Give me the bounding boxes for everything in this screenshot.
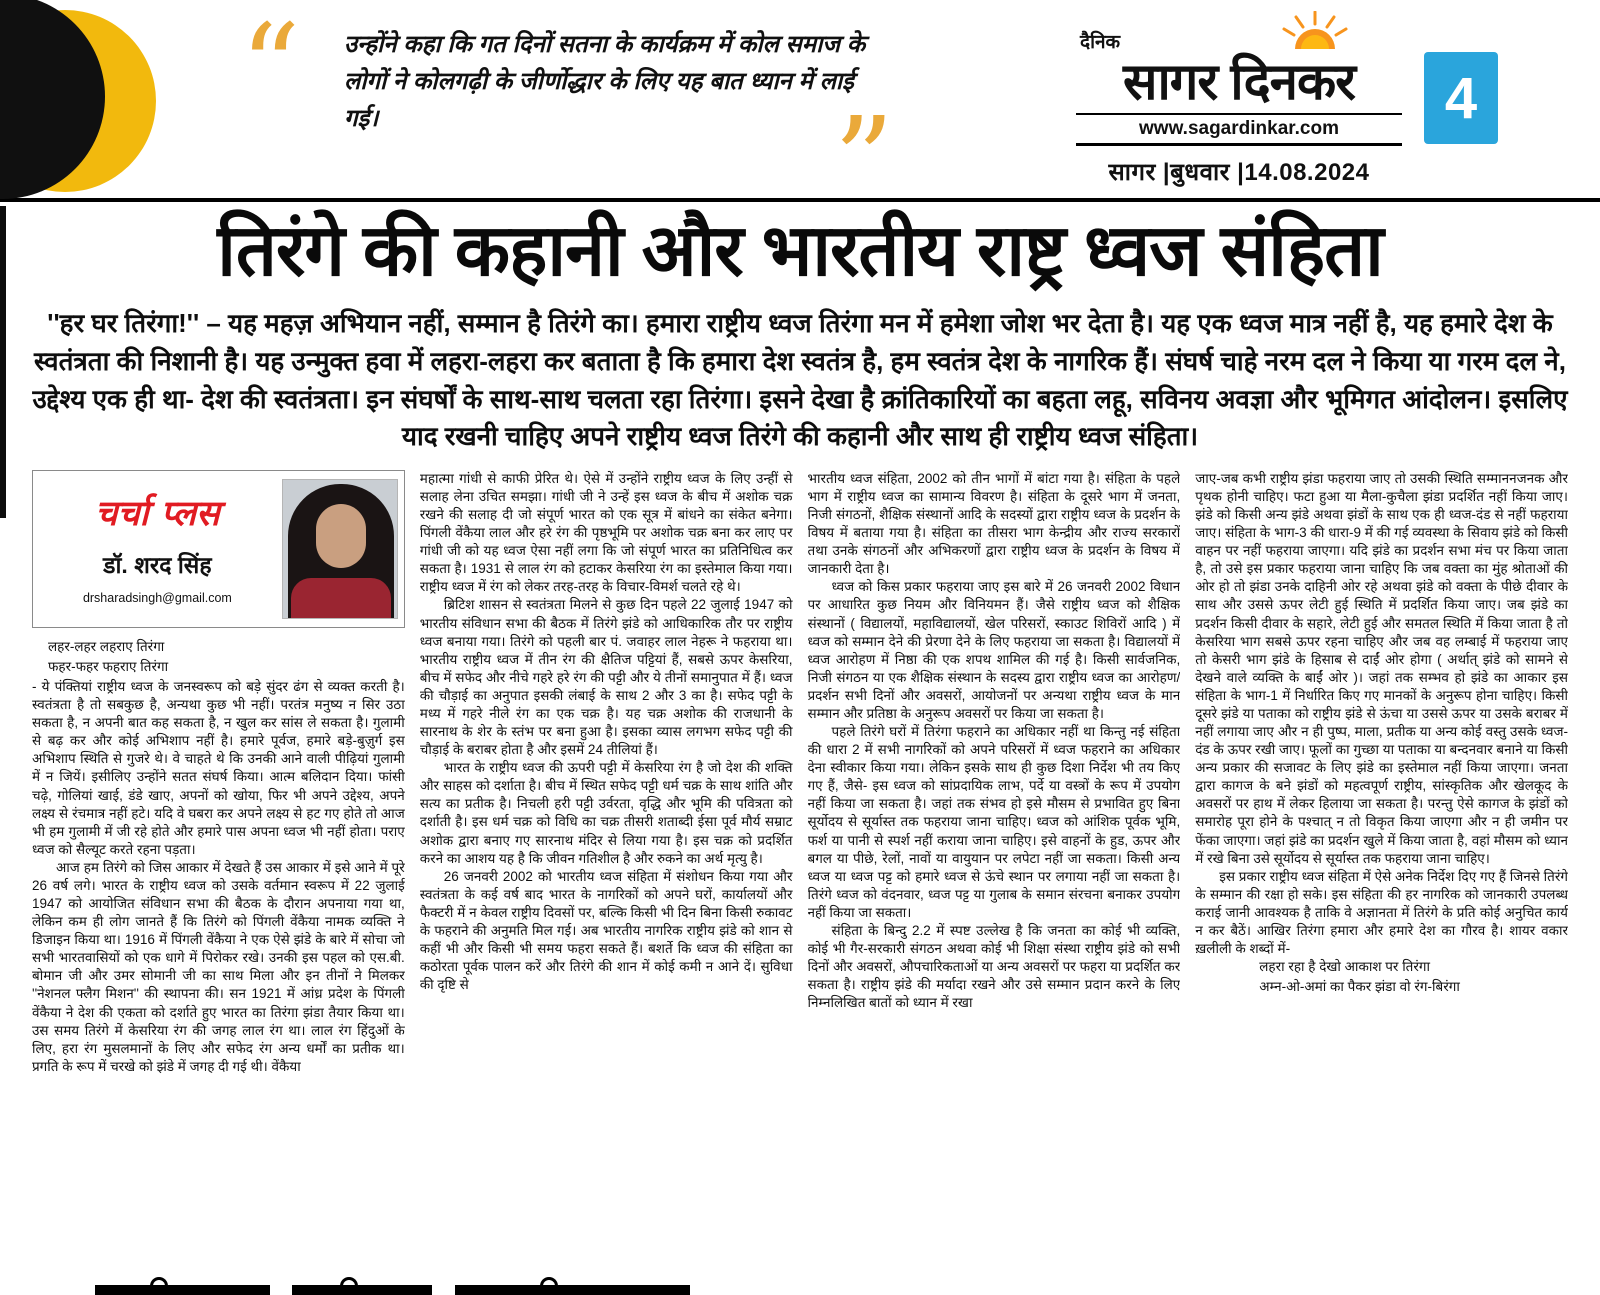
paragraph: भारतीय ध्वज संहिता, 2002 को तीन भागों में बांटा गया है। संहिता के पहले भाग में राष्ट्रीय ध्वज का सामान्य विवरण है। संहिता के दूसरे भाग में जनता, निजी संगठनों, शैक्षिक संस्थानों आदि के सदस्यों द्वारा राष्ट्रीय ध्वज के प्रदर्शन के विषय में बताया गया है। संहिता का तीसरा भाग केन्द्रीय और राज्य सरकारों तथा उनके संगठनों और अभिकरणों द्वारा राष्ट्रीय ध्वज के प्रदर्शन के विषय में जानकारी देता है। — [807, 470, 1181, 577]
cutoff-stroke — [95, 1285, 270, 1295]
poem-line: लहर-लहर लहराए तिरंगा — [48, 638, 165, 654]
paragraph: भारत के राष्ट्रीय ध्वज की ऊपरी पट्टी में केसरिया रंग है जो देश की शक्ति और साहस को दर्शाता है। बीच में स्थित सफेद पट्टी धर्म चक्र के साथ शांति और सत्य का प्रतीक है। निचली हरी पट्टी उर्वरता, वृद्धि और भूमि की पवित्रता को दर्शाती है। इस धर्म चक्र को विधि का चक्र तीसरी शताब्दी ईसा पूर्व मौर्य सम्राट अशोक द्वारा बनाए गए सारनाथ मंदिर से लिया गया है। इस चक्र को प्रदर्शित करने का आशय यह है कि जीवन गतिशील है और रुकने का अर्थ मृत्यु है। — [419, 760, 793, 866]
column-2 — [420, 470, 793, 1222]
poem-line: अम्न-ओ-अमां का पैकर झंडा वो रंग-बिरंगा — [1259, 979, 1460, 995]
column-3 — [808, 470, 1181, 1222]
paragraph: 26 जनवरी 2002 को भारतीय ध्वज संहिता में संशोधन किया गया और स्वतंत्रता के कई वर्ष बाद भारत के नागरिकों को अपने घरों, कार्यालयों और फैक्टरी में न केवल राष्ट्रीय दिवसों पर, बल्कि किसी भी दिन बिना किसी रुकावट के फहराने की अनुमति मिल गई। अब भारतीय नागरिक राष्ट्रीय झंडे को शान से कहीं भी और किसी भी समय फहरा सकते हैं। बशर्ते कि ध्वज की संहिता का कठोरता पूर्वक पालन करें और तिरंगे की शान में कोई कमी न आने दें। सुविधा की दृष्टि से — [419, 868, 793, 993]
article-body — [0, 470, 1600, 1222]
open-quote-icon: “ — [240, 0, 301, 136]
column-4 — [1195, 470, 1568, 1222]
poem-line: लहरा रहा है देखो आकाश पर तिरंगा — [1259, 959, 1430, 975]
masthead — [1076, 14, 1402, 188]
author-photo — [282, 479, 398, 619]
cutoff-next-headline — [0, 1277, 1600, 1295]
cutoff-glyph-top — [540, 1277, 558, 1287]
paragraph: आज हम तिरंगे को जिस आकार में देखते हैं उस आकार में इसे आने में पूरे 26 वर्ष लगे। भारत के राष्ट्रीय ध्वज को उसके वर्तमान स्वरूप में 22 जुलाई 1947 को आयोजित संविधान सभा की बैठक के दौरान अपनाया गया था, लेकिन कम ही लोग जानते हैं कि तिरंगे को पिंगली वेंकैया नामक व्यक्ति ने डिजाइन किया था। 1916 में पिंगली वेंकैया ने एक ऐसे झंडे के बारे में सोचा जो सभी भारतवासियों को एक धागे में पिरोकर रखे। उनकी इस पहल को एस.बी. बोमान जी और उमर सोमानी जी का साथ मिला और इन तीनों ने मिलकर ''नेशनल फ्लैग मिशन'' की स्थापना की। सन 1921 में आंध्र प्रदेश के पिंगली वेंकैया ने देश की एकता को दर्शाते हुए भारत का तिरंगा झंडा तैयार किया था। उस समय तिरंगे में केसरिया रंग की जगह लाल रंग था। लाल रंग हिंदुओं के लिए, हरा रंग मुसलमानों के लिए और सफेद रंग अन्य धर्मों का प्रतीक था। प्रगति के रूप में चरखे को झंडे में जगह दी गई थी। वेंकैया — [32, 859, 405, 1074]
photo-face-shape — [316, 504, 366, 568]
page-number-badge: 4 — [1424, 52, 1498, 144]
article-headline: तिरंगे की कहानी और भारतीय राष्ट्र ध्वज संहिता — [217, 211, 1383, 291]
close-quote-icon: ” — [833, 90, 894, 229]
column-1 — [32, 470, 405, 1222]
masthead-tagline: दैनिक — [1080, 32, 1121, 53]
author-email: drsharadsingh@gmail.com — [82, 590, 232, 605]
cutoff-stroke — [455, 1285, 690, 1295]
page-header — [0, 0, 1600, 229]
masthead-title: सागर दिनकर — [1122, 53, 1356, 110]
poem-line: फहर-फहर फहराए तिरंगा — [48, 659, 169, 675]
left-margin-rule — [0, 206, 6, 518]
author-name: डॉ. शरद सिंह — [103, 552, 212, 579]
paragraph: - ये पंक्तियां राष्ट्रीय ध्वज के जनस्वरूप को बड़े सुंदर ढंग से व्यक्त करती है। स्वतंत्रता है तो सबकुछ है, अन्यथा कुछ भी नहीं। परतंत्र मनुष्य न सिर उठा सकता है, न अपनी बात कह सकता है, न खुल कर सांस ले सकता है। गुलामी से बढ़ कर और कोई अभिशाप नहीं है। हमारे पूर्वज, हमारे बड़े-बुज़ुर्ग इस अभिशाप स्थिति से गुजरे थे। वे चाहते थे कि उनकी आने वाली पीढ़ियां गुलामी में न जियें। इसीलिए उन्होंने सतत संघर्ष किया। आत्म बलिदान दिया। फांसी चढ़े, गोलियां खाई, डंडे खाए, अपनों को खोया, फिर भी अपने उद्देश्य, अपने लक्ष्य से रंचमात्र नहीं हटे। यदि वे घबरा कर अपने लक्ष्य से हट गए होते तो आज भी हम गुलामी में जी रहे होते और हमारे पास अपना ध्वज भी नहीं होता। पराए ध्वज को सैल्यूट करते रहना पड़ता। — [32, 679, 405, 857]
masthead-website: www.sagardinkar.com — [1076, 113, 1402, 146]
cutoff-glyph-top — [340, 1277, 358, 1287]
pull-quote-text: उन्होंने कहा कि गत दिनों सतना के कार्यक्रम में कोल समाज के लोगों ने कोलगढ़ी के जीर्णोद्धार के लिए यह बात ध्यान में लाई गई। — [344, 31, 866, 133]
masthead-top-row — [1076, 14, 1402, 54]
cutoff-glyph-top — [150, 1277, 168, 1287]
paragraph: पहले तिरंगे घरों में तिरंगा फहराने का अधिकार नहीं था किन्तु नई संहिता की धारा 2 में सभी नागरिकों को अपने परिसरों में ध्वज फहराने का अधिकार देना स्वीकार किया गया। लेकिन इसके साथ ही कुछ दिशा निर्देश भी तय किए गए हैं, जैसे- इस ध्वज को सांप्रदायिक लाभ, पर्दे या वस्त्रों के रूप में उपयोग नहीं किया जा सकता है। जहां तक संभव हो इसे मौसम से प्रभावित हुए बिना सूर्योदय से सूर्यास्त तक फहराया जाना चाहिए। ध्वज को आंशिक पूर्वक भूमि, फर्श या पानी से स्पर्श नहीं कराया जाना चाहिए। इसे वाहनों के हुड, ऊपर और बगल या पीछे, रेलों, नावों या वायुयान पर लपेटा नहीं जा सकता। किसी अन्य ध्वज या ध्वज पट्ट को हमारे ध्वज से ऊंचे स्थान पर लगाया नहीं जा सकता है। तिरंगे ध्वज को वंदनवार, ध्वज पट्ट या गुलाब के समान संरचना बनाकर उपयोग नहीं किया जा सकता। — [807, 724, 1181, 920]
author-box-text — [39, 491, 276, 606]
paragraph: जाए-जब कभी राष्ट्रीय झंडा फहराया जाए तो उसकी स्थिति सम्माननजनक और पृथक होनी चाहिए। फटा हुआ या मैला-कुचैला झंडा प्रदर्शित नहीं किया जाए। झंडे को किसी अन्य झंडे अथवा झंडों के साथ एक ही ध्वज-दंड से नहीं फहराया जाए। संहिता के भाग-3 की धारा-9 में की गई व्यवस्था के सिवाय झंडे को किसी वाहन पर नहीं फहराया जाएगा। यदि झंडे का प्रदर्शन सभा मंच पर किया जाता है, तो उसे इस प्रकार फहराया जाना चाहिए कि जब वक्ता का मुंह श्रोताओं की ओर हो तो झंडा उनके दाहिनी ओर रहे अथवा झंडे को वक्ता के पीछे दीवार के साथ और उससे ऊपर लेटी हुई स्थिति में प्रदर्शित किया जाए। जब झंडे का प्रदर्शन किसी दीवार के सहारे, लेटी हुई और समतल स्थिति में किया जाता है तो केसरिया भाग सबसे ऊपर रहना चाहिए और जब वह लम्बाई में फहराया जाए तो केसरी भाग झंडे के हिसाब से दाईं ओर होगा ( अर्थात् झंडे को सामने से देखने वाले व्यक्ति के बाईं ओर )। जहां तक सम्भव हो झंडे का आकार इस संहिता के भाग-1 में निर्धारित किए गए मानकों के अनुरूप होना चाहिए। किसी दूसरे झंडे या पताका को राष्ट्रीय झंडे से ऊंचा या उससे ऊपर या उसके बराबर में नहीं लगाया जाए और न ही पुष्प, माला, प्रतीक या अन्य कोई वस्तु उसके ध्वज-दंड के ऊपर रखी जाए। फूलों का गुच्छा या पताका या बन्दनवार बनाने या किसी अन्य प्रकार की सजावट के लिए झंडे का इस्तेमाल नहीं किया जाएगा। जनता द्वारा कागज के बने झंडों को महत्वपूर्ण राष्ट्रीय, सांस्कृतिक और खेलकूद के अवसरों पर हाथ में लेकर हिलाया जा सकता है। परन्तु ऐसे कागज के झंडों को समारोह पूरा होने के पश्चात् न तो विकृत किया जाएगा और न ही जमीन पर फेंका जाएगा। जहां झंडे का प्रदर्शन खुले में किया जाता है, वहां मौसम को ध्यान में रखे बिना उसे सूर्योदय से सूर्यास्त तक फहराया जाना चाहिए। — [1195, 470, 1568, 866]
sun-logo-icon — [1282, 11, 1348, 54]
paragraph: महात्मा गांधी से काफी प्रेरित थे। ऐसे में उन्होंने राष्ट्रीय ध्वज के लिए उन्हीं से सलाह लेना उचित समझा। गांधी जी ने उन्हें इस ध्वज के बीच में अशोक चक्र रखने की सलाह दी जो संपूर्ण भारत को एक सूत्र में बांधने का संकेत बनेगा। पिंगली वेंकैया लाल और हरे रंग की पृष्ठभूमि पर अशोक चक्र बना कर लाए पर गांधी जी को यह ध्वज ऐसा नहीं लगा कि जो संपूर्ण भारत का प्रतिनिधित्व कर सकता है। 1931 से लाल रंग को हटाकर केसरिया रंग का इस्तेमाल किया गया। राष्ट्रीय ध्वज में रंग को लेकर तरह-तरह के विचार-विमर्श चलते रहे थे। — [419, 470, 793, 595]
masthead-dateline: सागर |बुधवार |14.08.2024 — [1108, 159, 1370, 187]
paragraph: ब्रिटिश शासन से स्वतंत्रता मिलने से कुछ दिन पहले 22 जुलाई 1947 को भारतीय संविधान सभा की बैठक में तिरंगे झंडे को आधिकारिक तौर पर राष्ट्रीय ध्वज बनाया गया। तिरंगे को पहली बार पं. जवाहर लाल नेहरू ने फहराया था। भारतीय राष्ट्रीय ध्वज में तीन रंग की क्षैतिज पट्टियां हैं, सबसे ऊपर केसरिया, बीच में सफेद और नीचे गहरे हरे रंग की पट्टी और ये तीनों समानुपात में हैं। ध्वज की चौड़ाई का अनुपात इसकी लंबाई के साथ 2 और 3 का है। सफेद पट्टी के मध्य में गहरे नीले रंग का एक चक्र है। यह चक्र अशोक की राजधानी के सारनाथ के शेर के स्तंभ पर बना हुआ है। इसका व्यास लगभग सफेद पट्टी की चौड़ाई के बराबर होता है और इसमें 24 तीलियां हैं। — [419, 597, 793, 758]
article-standfirst: ''हर घर तिरंगा!'' – यह महज़ अभियान नहीं, सम्मान है तिरंगे का। हमारा राष्ट्रीय ध्वज तिरंगा मन में हमेशा जोश भर देता है। यह एक ध्वज मात्र नहीं है, यह हमारे देश के स्वतंत्रता की निशानी है। यह उन्मुक्त हवा में लहरा-लहरा कर बताता है कि हमारा देश स्वतंत्र है, हम स्वतंत्र देश के नागरिक हैं। संघर्ष चाहे नरम दल ने किया या गरम दल ने, उद्देश्य एक ही था- देश की स्वतंत्रता। इन संघर्षों के साथ-साथ चलता रहा तिरंगा। इसने देखा है क्रांतिकारियों का बहता लहू, सविनय अवज्ञा और भूमिगत आंदोलन। इसलिए याद रखनी चाहिए अपने राष्ट्रीय ध्वज तिरंगे की कहानी और साथ ही राष्ट्रीय ध्वज संहिता। — [32, 308, 1568, 452]
paragraph: संहिता के बिन्दु 2.2 में स्पष्ट उल्लेख है कि जनता का कोई भी व्यक्ति, कोई भी गैर-सरकारी संगठन अथवा कोई भी शिक्षा संस्था राष्ट्रीय झंडे को सभी दिनों और अवसरों, औपचारिकताओं या अन्य अवसरों पर फहरा या प्रदर्शित कर सकता है। राष्ट्रीय झंडे की मर्यादा रखने और उसे सम्मान प्रदान करने के लिए निम्नलिखित बातों को ध्यान में रखा — [807, 922, 1181, 1011]
author-box — [32, 470, 405, 628]
cutoff-stroke — [292, 1285, 432, 1295]
series-title: चर्चा प्लस — [95, 493, 220, 535]
photo-blouse-shape — [291, 578, 391, 619]
crescent-moon-logo — [0, 0, 215, 205]
paragraph: ध्वज को किस प्रकार फहराया जाए इस बारे में 26 जनवरी 2002 विधान पर आधारित कुछ नियम और विनियमन हैं। जैसे राष्ट्रीय ध्वज को शैक्षिक संस्थानों ( विद्यालयों, महाविद्यालयों, खेल परिसरों, स्काउट शिविरों आदि ) में ध्वज को सम्मान देने की प्रेरणा देने के लिए फहराया जा सकता है। विद्यालयों में ध्वज आरोहण में निष्ठा की एक शपथ शामिल की गई है। किसी सार्वजनिक, निजी संगठन या एक शैक्षिक संस्थान के सदस्य द्वारा राष्ट्रीय ध्वज का आरोहण/प्रदर्शन सभी दिनों और अवसरों, आयोजनों पर अन्यथा राष्ट्रीय ध्वज के मान सम्मान और प्रतिष्ठा के अनुरूप अवसरों पर किया जा सकता है। — [807, 579, 1181, 721]
pull-quote — [240, 0, 912, 229]
paragraph: इस प्रकार राष्ट्रीय ध्वज संहिता में ऐसे अनेक निर्देश दिए गए हैं जिनसे तिरंगे के सम्मान की रक्षा हो सके। इस संहिता की हर नागरिक को जानकारी उपलब्ध कराई जानी आवश्यक है ताकि वे अज्ञानता में तिरंगे के प्रति कोई अनुचित कार्य न कर बैठें। आखिर तिरंगा हमारा और हमारे देश का गौरव है। शायर वकार ख़लीली के शब्दों में- — [1195, 868, 1568, 956]
